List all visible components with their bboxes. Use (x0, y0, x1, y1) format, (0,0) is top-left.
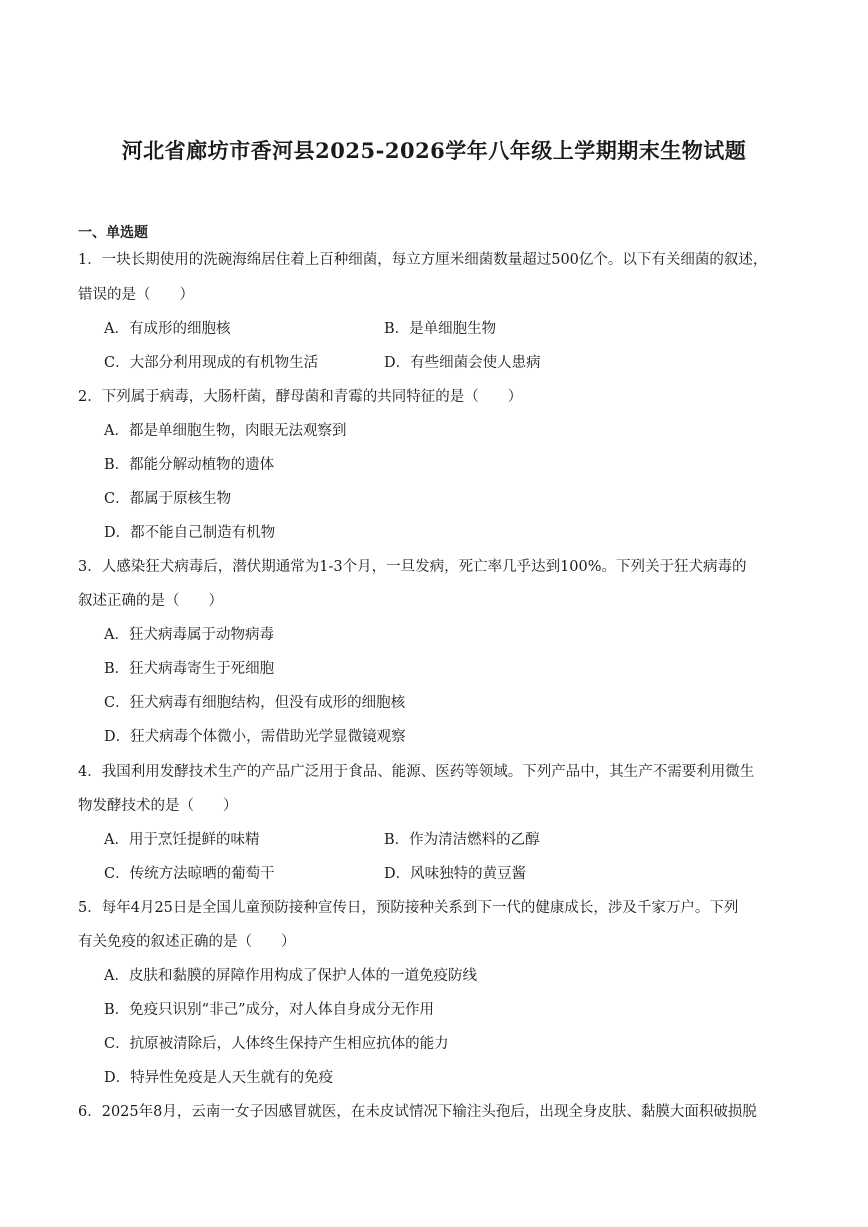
question-5-option-c: C．抗原被清除后，人体终生保持产生相应抗体的能力 (104, 1036, 449, 1052)
question-1-option-d: D．有些细菌会使人患病 (384, 355, 541, 371)
question-1-stem-line-2: 错误的是（ ） (78, 287, 194, 303)
question-2-option-a: A．都是单细胞生物，肉眼无法观察到 (104, 423, 347, 439)
question-5-option-b: B．免疫只识别“非己”成分，对人体自身成分无作用 (104, 1002, 434, 1018)
exam-title: 河北省廊坊市香河县2025-2026学年八年级上学期期末生物试题 (121, 138, 747, 163)
question-3-option-d: D．狂犬病毒个体微小，需借助光学显微镜观察 (104, 729, 406, 745)
question-5-stem-line-2: 有关免疫的叙述正确的是（ ） (78, 934, 296, 950)
question-5-option-d: D．特异性免疫是人天生就有的免疫 (104, 1070, 334, 1086)
question-5-stem-line-1: 5．每年4月25日是全国儿童预防接种宣传日，预防接种关系到下一代的健康成长，涉及千家万户。下列 (78, 900, 739, 916)
question-1-option-a: A．有成形的细胞核 (104, 321, 231, 337)
question-1-option-b: B．是单细胞生物 (384, 321, 497, 337)
question-3-stem-line-1: 3．人感染狂犬病毒后，潜伏期通常为1-3个月，一旦发病，死亡率几乎达到100%。下列关于狂犬病毒的 (78, 559, 747, 575)
question-2-stem-line-1: 2．下列属于病毒，大肠杆菌，酵母菌和青霉的共同特征的是（ ） (78, 389, 523, 405)
question-4-option-a: A．用于烹饪提鲜的味精 (104, 832, 260, 848)
question-4-stem-line-1: 4．我国利用发酵技术生产的产品广泛用于食品、能源、医药等领域。下列产品中，其生产不需要利用微生 (78, 764, 755, 780)
question-4-stem-line-2: 物发酵技术的是（ ） (78, 798, 238, 814)
question-4-option-b: B．作为清洁燃料的乙醇 (384, 832, 540, 848)
question-4-option-c: C．传统方法晾晒的葡萄干 (104, 866, 275, 882)
question-3-stem-line-2: 叙述正确的是（ ） (78, 593, 223, 609)
question-3-option-c: C．狂犬病毒有细胞结构，但没有成形的细胞核 (104, 695, 406, 711)
question-2-option-b: B．都能分解动植物的遗体 (104, 457, 275, 473)
question-3-option-b: B．狂犬病毒寄生于死细胞 (104, 661, 275, 677)
section-heading: 一、单选题 (78, 225, 148, 241)
question-5-option-a: A．皮肤和黏膜的屏障作用构成了保护人体的一道免疫防线 (104, 968, 477, 984)
question-3-option-a: A．狂犬病毒属于动物病毒 (104, 627, 274, 643)
question-6-stem-line-1: 6．2025年8月，云南一女子因感冒就医，在未皮试情况下输注头孢后，出现全身皮肤、黏膜大面积破损脱 (78, 1104, 757, 1120)
question-4-option-d: D．风味独特的黄豆酱 (384, 866, 527, 882)
question-1-option-c: C．大部分利用现成的有机物生活 (104, 355, 319, 371)
question-2-option-d: D．都不能自己制造有机物 (104, 525, 276, 541)
question-2-option-c: C．都属于原核生物 (104, 491, 232, 507)
question-1-stem-line-1: 1．一块长期使用的洗碗海绵居住着上百种细菌，每立方厘米细菌数量超过500亿个。以下有关细菌的叙述， (78, 252, 768, 268)
